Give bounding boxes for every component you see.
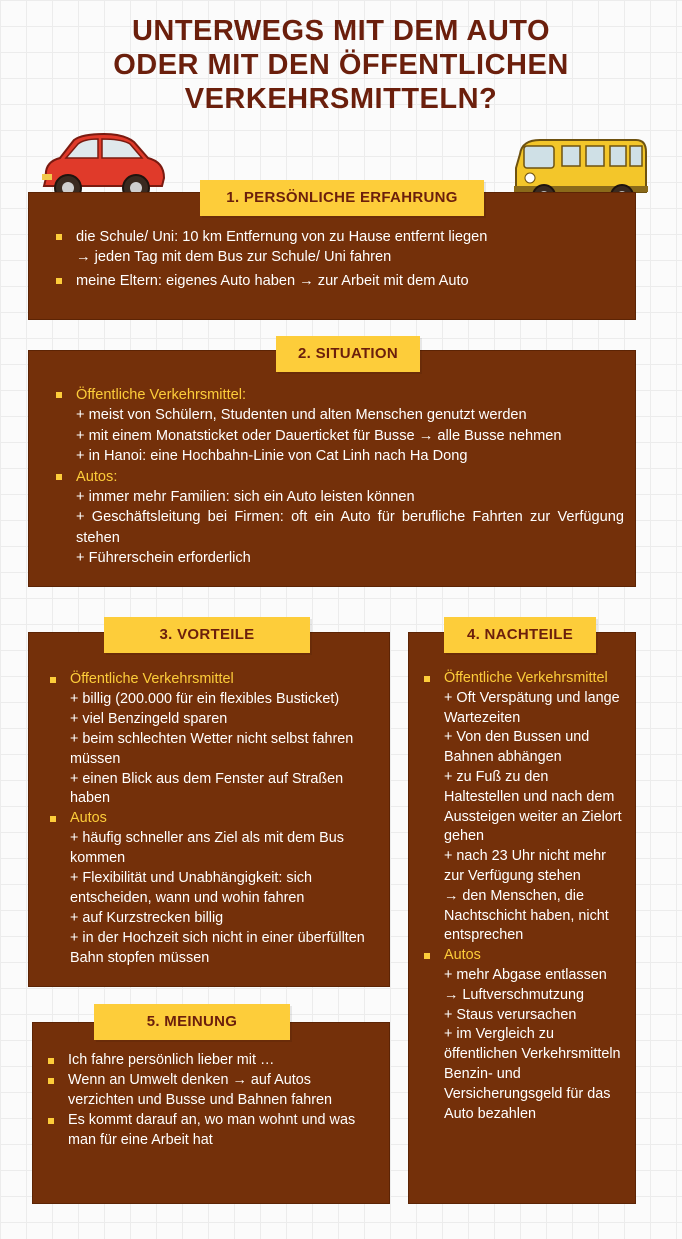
list-item: → jeden Tag mit dem Bus zur Schule/ Uni fahren: [76, 249, 392, 266]
list-item: Wenn an Umwelt denken → auf Autos verzichten und Busse und Bahnen fahren: [48, 1071, 378, 1111]
title-line-1: UNTERWEGS MIT DEM AUTO: [131, 15, 551, 47]
square-bullet-icon: [56, 392, 62, 398]
list-item: + Flexibilität und Unabhängigkeit: sich entscheiden, wann und wohin fahren: [70, 870, 312, 906]
square-bullet-icon: [56, 234, 62, 240]
list-item: Autos:: [56, 467, 624, 487]
list-item: + mit einem Monatsticket oder Dauerticket für Busse → alle Busse nehmen: [76, 427, 562, 444]
list-item: + häufig schneller ans Ziel als mit dem Bus kommen: [70, 830, 344, 867]
list-item: + einen Blick aus dem Fenster auf Straßen haben: [70, 770, 344, 807]
square-bullet-icon: [48, 1078, 54, 1084]
list-item: + nach 23 Uhr nicht mehr zur Verfügung stehen: [444, 848, 606, 884]
section-1-heading: 1. PERSÖNLICHE ERFAHRUNG: [200, 180, 484, 216]
square-bullet-icon: [48, 1058, 54, 1064]
list-item: + beim schlechten Wetter nicht selbst fahren müssen: [70, 730, 354, 767]
section-1-content: [56, 227, 626, 291]
list-item: → Luftverschmutzung: [444, 986, 584, 1003]
title-line-2: ODER MIT DEN ÖFFENTLICHEN: [113, 49, 569, 81]
list-item: + Von den Bussen und Bahnen abhängen: [444, 729, 590, 766]
square-bullet-icon: [424, 953, 430, 959]
list-item: → den Menschen, die Nachtschicht haben, nicht entsprechen: [444, 887, 609, 944]
section-2-content: [56, 385, 624, 569]
list-item: die Schule/ Uni: 10 km Entfernung von zu Hause entfernt liegen: [56, 227, 626, 247]
list-item: + mehr Abgase entlassen: [444, 966, 607, 983]
section-5-content: [48, 1051, 378, 1151]
list-item: + in Hanoi: eine Hochbahn-Linie von Cat Linh nach Ha Dong: [76, 448, 468, 465]
section-3-heading: 3. VORTEILE: [104, 617, 310, 653]
page-title: [0, 14, 682, 116]
square-bullet-icon: [50, 816, 56, 822]
list-item: meine Eltern: eigenes Auto haben → zur Arbeit mit dem Auto: [56, 271, 626, 291]
list-item: + in der Hochzeit sich nicht in einer überfüllten Bahn stopfen müssen: [70, 929, 365, 966]
list-item: + zu Fuß zu den Haltestellen und nach dem Aussteigen weiter an Zielort gehen: [444, 768, 622, 845]
list-item: + meist von Schülern, Studenten und alten Menschen genutzt werden: [76, 407, 527, 424]
square-bullet-icon: [56, 278, 62, 284]
list-item: + Oft Verspätung und lange Wartezeiten: [444, 689, 620, 726]
list-item: + im Vergleich zu öffentlichen Verkehrsmitteln Benzin- und Versicherungsgeld für das Auto bezahlen: [444, 1026, 621, 1122]
list-item: Öffentliche Verkehrsmittel: [424, 669, 624, 689]
title-line-3: VERKEHRSMITTELN?: [184, 83, 498, 115]
list-item: + billig (200.000 für ein flexibles Busticket): [70, 690, 340, 707]
list-item: Öffentliche Verkehrsmittel:: [56, 385, 624, 405]
section-3-content: [50, 670, 380, 969]
list-item: + Staus verursachen: [444, 1006, 577, 1023]
section-4-content: [424, 669, 624, 1124]
square-bullet-icon: [50, 677, 56, 683]
section-5-heading: 5. MEINUNG: [94, 1004, 290, 1040]
list-item: Autos: [424, 946, 624, 966]
list-item: + Geschäftsleitung bei Firmen: oft ein Auto für berufliche Fahrten zur Verfügung stehen: [76, 509, 624, 546]
square-bullet-icon: [424, 676, 430, 682]
list-item: Es kommt darauf an, wo man wohnt und was man für eine Arbeit hat: [48, 1111, 378, 1151]
list-item: Autos: [50, 809, 380, 829]
list-item: Ich fahre persönlich lieber mit …: [48, 1051, 378, 1071]
section-2-heading: 2. SITUATION: [276, 336, 420, 372]
square-bullet-icon: [56, 474, 62, 480]
square-bullet-icon: [48, 1118, 54, 1124]
list-item: + Führerschein erforderlich: [76, 550, 251, 567]
list-item: Öffentliche Verkehrsmittel: [50, 670, 380, 690]
list-item: + auf Kurzstrecken billig: [70, 909, 224, 926]
list-item: + viel Benzingeld sparen: [70, 710, 228, 727]
list-item: + immer mehr Familien: sich ein Auto leisten können: [76, 489, 415, 506]
section-4-heading: 4. NACHTEILE: [444, 617, 596, 653]
